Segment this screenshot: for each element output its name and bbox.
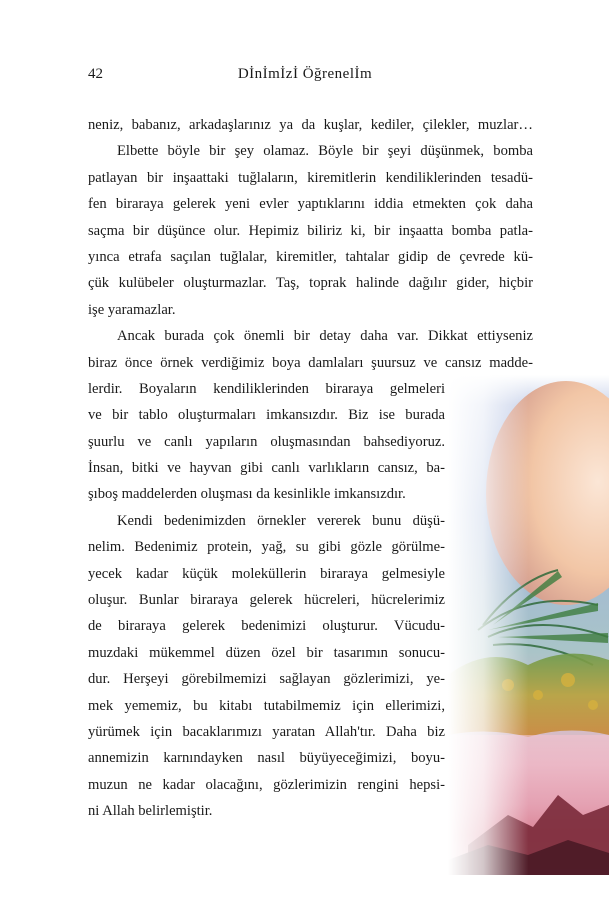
- text-line: yınca etrafa saçılan tuğlalar, kiremitler, tahtalar gidip de çevrede kü-: [88, 248, 533, 265]
- text-line: ni Allah belirlemiştir.: [88, 803, 213, 820]
- text-line: ve bir tablo oluşturmaları imkansızdır. Biz ise burada: [88, 407, 445, 424]
- text-line: şıboş maddelerden oluşması da kesinlikle imkansızdır.: [88, 486, 406, 503]
- text-line: İnsan, bitki ve hayvan gibi canlı varlıkların cansız, ba-: [88, 460, 445, 477]
- text-line: mek yememiz, bu kitabı tutabilmemiz için ellerimizi,: [88, 697, 445, 714]
- text-line: Ancak burada çok önemli bir detay daha var. Dikkat ettiyseniz: [117, 328, 533, 345]
- text-line: oluşur. Bunlar biraraya gelerek hücreleri, hücrelerimiz: [88, 592, 445, 609]
- text-line: nelim. Bedenimiz protein, yağ, su gibi gözle görülme-: [88, 539, 445, 556]
- text-line: Elbette böyle bir şey olamaz. Böyle bir şeyi düşünmek, bomba: [117, 143, 533, 160]
- text-line: saçma bir düşünce olur. Hepimiz biliriz ki, bir inşaatta bomba patla-: [88, 222, 533, 239]
- text-line: patlayan bir inşaattaki tuğlaların, kiremitlerin kendiliklerinden tesadü-: [88, 169, 533, 186]
- text-line: muzun ne kadar olacağını, gözlerimizin rengini hepsi-: [88, 776, 445, 793]
- text-line: annemizin karnındayken nasıl büyüyeceğimizi, boyu-: [88, 750, 445, 767]
- text-line: dur. Herşeyi görebilmemizi sağlayan gözlerimizi, ye-: [88, 671, 445, 688]
- text-line: biraz önce örnek verdiğimiz boya damlaları şuursuz ve cansız madde-: [88, 354, 533, 371]
- text-line: neniz, babanız, arkadaşlarınız ya da kuşlar, kediler, çilekler, muzlar…: [88, 117, 533, 133]
- running-head: Dİnİmİzİ Öğrenelİm: [237, 66, 373, 82]
- text-line: Kendi bedenimizden örnekler vererek bunu düşü-: [117, 512, 445, 529]
- page-number: 42: [88, 66, 103, 82]
- text-line: işe yaramazlar.: [88, 301, 176, 318]
- nature-illustration: [448, 375, 609, 875]
- illustration-art: [448, 375, 609, 875]
- text-line: yürümek için bacaklarımızı yaratan Allah'tır. Daha biz: [88, 723, 445, 740]
- text-line: yecek kadar küçük moleküllerin biraraya gelmesiyle: [88, 565, 445, 582]
- text-line: fen biraraya gelerek yeni evler yaptıklarını iddia etmekten çok daha: [88, 196, 533, 213]
- text-line: lerdir. Boyaların kendiliklerinden biraraya gelmeleri: [88, 380, 445, 397]
- text-line: şuurlu ve canlı yapıların oluşmasından bahsediyoruz.: [88, 433, 445, 450]
- text-line: çük kulübeler oluşturmazlar. Taş, toprak halinde dağılır gider, hiçbir: [88, 275, 533, 292]
- text-line: muzdaki mükemmel düzen özel bir tasarımın sonucu-: [88, 644, 445, 661]
- text-line: de biraraya gelerek bedenimizi oluşturur. Vücudu-: [88, 618, 445, 635]
